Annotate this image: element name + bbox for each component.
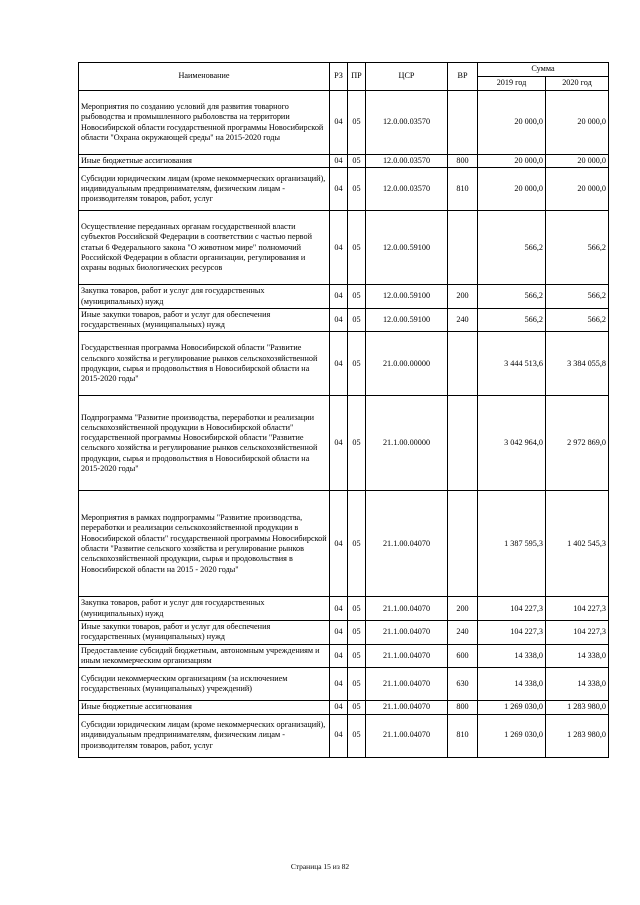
row-rz-cell: 04 [330, 396, 348, 491]
row-name-cell: Субсидии некоммерческим организациям (за исключением государственных (муниципальных) учреждений) [79, 668, 330, 701]
row-sum-2019-cell: 20 000,0 [478, 168, 546, 211]
row-sum-2019-cell: 3 042 964,0 [478, 396, 546, 491]
row-rz-cell: 04 [330, 491, 348, 597]
table-row [79, 701, 609, 714]
table-row [79, 644, 609, 668]
row-rz-cell: 04 [330, 91, 348, 155]
row-vr-cell: 200 [448, 597, 478, 621]
row-name-cell: Осуществление переданных органам государственной власти субъектов Российской Федерации в соответствии с частью первой статьи 6 Федерального закона "О животном мире" полномочий Российской Федерации в области организации, регулирования и охраны водных биологических ресурсов [79, 211, 330, 285]
row-sum-2020-cell: 20 000,0 [546, 155, 609, 168]
table-row [79, 155, 609, 168]
row-csr-cell: 12.0.00.03570 [366, 168, 448, 211]
table-row [79, 668, 609, 701]
row-pr-cell: 05 [348, 701, 366, 714]
budget-table-wrapper [78, 62, 608, 758]
header-2019: 2019 год [478, 77, 546, 91]
row-rz-cell: 04 [330, 211, 348, 285]
row-rz-cell: 04 [330, 597, 348, 621]
row-csr-cell: 21.1.00.04070 [366, 491, 448, 597]
row-pr-cell: 05 [348, 668, 366, 701]
row-sum-2019-cell: 20 000,0 [478, 155, 546, 168]
row-vr-cell: 810 [448, 714, 478, 757]
row-csr-cell: 21.1.00.04070 [366, 621, 448, 645]
row-rz-cell: 04 [330, 285, 348, 309]
row-rz-cell: 04 [330, 168, 348, 211]
row-csr-cell: 21.1.00.04070 [366, 714, 448, 757]
row-vr-cell: 600 [448, 644, 478, 668]
row-sum-2019-cell: 104 227,3 [478, 597, 546, 621]
table-row [79, 91, 609, 155]
row-pr-cell: 05 [348, 332, 366, 396]
budget-table [78, 62, 609, 758]
row-pr-cell: 05 [348, 714, 366, 757]
table-row [79, 597, 609, 621]
row-rz-cell: 04 [330, 308, 348, 332]
row-name-cell: Закупка товаров, работ и услуг для государственных (муниципальных) нужд [79, 285, 330, 309]
header-csr: ЦСР [366, 63, 448, 91]
row-csr-cell: 21.1.00.04070 [366, 701, 448, 714]
header-pr: ПР [348, 63, 366, 91]
row-sum-2020-cell: 1 283 980,0 [546, 714, 609, 757]
row-sum-2020-cell: 2 972 869,0 [546, 396, 609, 491]
row-sum-2019-cell: 566,2 [478, 285, 546, 309]
row-name-cell: Иные бюджетные ассигнования [79, 155, 330, 168]
row-pr-cell: 05 [348, 621, 366, 645]
row-csr-cell: 12.0.00.59100 [366, 211, 448, 285]
row-vr-cell: 810 [448, 168, 478, 211]
row-name-cell: Государственная программа Новосибирской области "Развитие сельского хозяйства и регулирование рынков сельскохозяйственной продукции, сырья и продовольствия в Новосибирской области на 2015-2020 годы" [79, 332, 330, 396]
row-rz-cell: 04 [330, 155, 348, 168]
row-csr-cell: 12.0.00.59100 [366, 308, 448, 332]
row-sum-2020-cell: 20 000,0 [546, 168, 609, 211]
page-footer: Страница 15 из 82 [290, 862, 350, 871]
row-sum-2019-cell: 104 227,3 [478, 621, 546, 645]
row-name-cell: Предоставление субсидий бюджетным, автономным учреждениям и иным некоммерческим организациям [79, 644, 330, 668]
row-sum-2020-cell: 104 227,3 [546, 597, 609, 621]
row-pr-cell: 05 [348, 396, 366, 491]
table-row [79, 714, 609, 757]
row-csr-cell: 21.1.00.04070 [366, 597, 448, 621]
header-rz: РЗ [330, 63, 348, 91]
row-name-cell: Иные закупки товаров, работ и услуг для обеспечения государственных (муниципальных) нужд [79, 621, 330, 645]
row-rz-cell: 04 [330, 701, 348, 714]
header-row-1 [79, 63, 609, 77]
row-pr-cell: 05 [348, 285, 366, 309]
row-name-cell: Субсидии юридическим лицам (кроме некоммерческих организаций), индивидуальным предпринимателям, физическим лицам - производителям товаров, работ, услуг [79, 168, 330, 211]
row-vr-cell [448, 91, 478, 155]
row-csr-cell: 21.1.00.04070 [366, 644, 448, 668]
row-pr-cell: 05 [348, 211, 366, 285]
row-name-cell: Закупка товаров, работ и услуг для государственных (муниципальных) нужд [79, 597, 330, 621]
row-sum-2019-cell: 14 338,0 [478, 644, 546, 668]
row-sum-2019-cell: 1 269 030,0 [478, 714, 546, 757]
row-vr-cell [448, 332, 478, 396]
row-sum-2020-cell: 3 384 055,8 [546, 332, 609, 396]
row-csr-cell: 12.0.00.03570 [366, 91, 448, 155]
row-name-cell: Иные бюджетные ассигнования [79, 701, 330, 714]
row-name-cell: Иные закупки товаров, работ и услуг для обеспечения государственных (муниципальных) нужд [79, 308, 330, 332]
row-pr-cell: 05 [348, 597, 366, 621]
row-name-cell: Мероприятия по созданию условий для развития товарного рыбоводства и промышленного рыболовства на территории Новосибирской области государственной программы Новосибирской области "Охрана окружающей среды" на 2015-2020 годы [79, 91, 330, 155]
row-vr-cell [448, 491, 478, 597]
row-pr-cell: 05 [348, 155, 366, 168]
row-pr-cell: 05 [348, 644, 366, 668]
row-vr-cell [448, 396, 478, 491]
row-csr-cell: 12.0.00.59100 [366, 285, 448, 309]
row-sum-2020-cell: 566,2 [546, 285, 609, 309]
row-csr-cell: 12.0.00.03570 [366, 155, 448, 168]
row-vr-cell: 800 [448, 701, 478, 714]
row-name-cell: Мероприятия в рамках подпрограммы "Развитие производства, переработки и реализации сельскохозяйственной продукции в Новосибирской области" государственной программы Новосибирской области "Развитие сельского хозяйства и регулирование рынков сельскохозяйственной продукции, сырья и продовольствия в Новосибирской области на 2015 - 2020 годы" [79, 491, 330, 597]
row-name-cell: Субсидии юридическим лицам (кроме некоммерческих организаций), индивидуальным предпринимателям, физическим лицам - производителям товаров, работ, услуг [79, 714, 330, 757]
table-row [79, 308, 609, 332]
row-sum-2020-cell: 20 000,0 [546, 91, 609, 155]
row-vr-cell: 800 [448, 155, 478, 168]
table-row [79, 211, 609, 285]
row-sum-2019-cell: 566,2 [478, 211, 546, 285]
row-pr-cell: 05 [348, 91, 366, 155]
row-pr-cell: 05 [348, 491, 366, 597]
row-vr-cell: 200 [448, 285, 478, 309]
row-sum-2019-cell: 1 387 595,3 [478, 491, 546, 597]
table-row [79, 332, 609, 396]
row-sum-2020-cell: 1 283 980,0 [546, 701, 609, 714]
row-rz-cell: 04 [330, 621, 348, 645]
row-rz-cell: 04 [330, 332, 348, 396]
row-sum-2020-cell: 566,2 [546, 211, 609, 285]
table-row [79, 491, 609, 597]
row-sum-2020-cell: 14 338,0 [546, 644, 609, 668]
row-sum-2020-cell: 104 227,3 [546, 621, 609, 645]
row-name-cell: Подпрограмма "Развитие производства, переработки и реализации сельскохозяйственной продукции в Новосибирской области" государственной программы Новосибирской области "Развитие сельского хозяйства и регулирование рынков сельскохозяйственной продукции, сырья и продовольствия в Новосибирской области на 2015-2020 годы" [79, 396, 330, 491]
header-name: Наименование [79, 63, 330, 91]
header-2020: 2020 год [546, 77, 609, 91]
row-rz-cell: 04 [330, 714, 348, 757]
row-sum-2020-cell: 14 338,0 [546, 668, 609, 701]
table-row [79, 285, 609, 309]
row-csr-cell: 21.0.00.00000 [366, 332, 448, 396]
row-rz-cell: 04 [330, 644, 348, 668]
row-pr-cell: 05 [348, 308, 366, 332]
row-vr-cell: 240 [448, 308, 478, 332]
row-csr-cell: 21.1.00.00000 [366, 396, 448, 491]
row-vr-cell [448, 211, 478, 285]
row-rz-cell: 04 [330, 668, 348, 701]
header-sum: Сумма [478, 63, 609, 77]
table-row [79, 396, 609, 491]
table-row [79, 621, 609, 645]
row-sum-2019-cell: 20 000,0 [478, 91, 546, 155]
row-sum-2020-cell: 566,2 [546, 308, 609, 332]
table-body [79, 91, 609, 758]
row-sum-2019-cell: 3 444 513,6 [478, 332, 546, 396]
table-row [79, 168, 609, 211]
row-vr-cell: 630 [448, 668, 478, 701]
row-vr-cell: 240 [448, 621, 478, 645]
row-sum-2020-cell: 1 402 545,3 [546, 491, 609, 597]
row-sum-2019-cell: 1 269 030,0 [478, 701, 546, 714]
header-vr: ВР [448, 63, 478, 91]
row-sum-2019-cell: 566,2 [478, 308, 546, 332]
row-csr-cell: 21.1.00.04070 [366, 668, 448, 701]
row-pr-cell: 05 [348, 168, 366, 211]
row-sum-2019-cell: 14 338,0 [478, 668, 546, 701]
